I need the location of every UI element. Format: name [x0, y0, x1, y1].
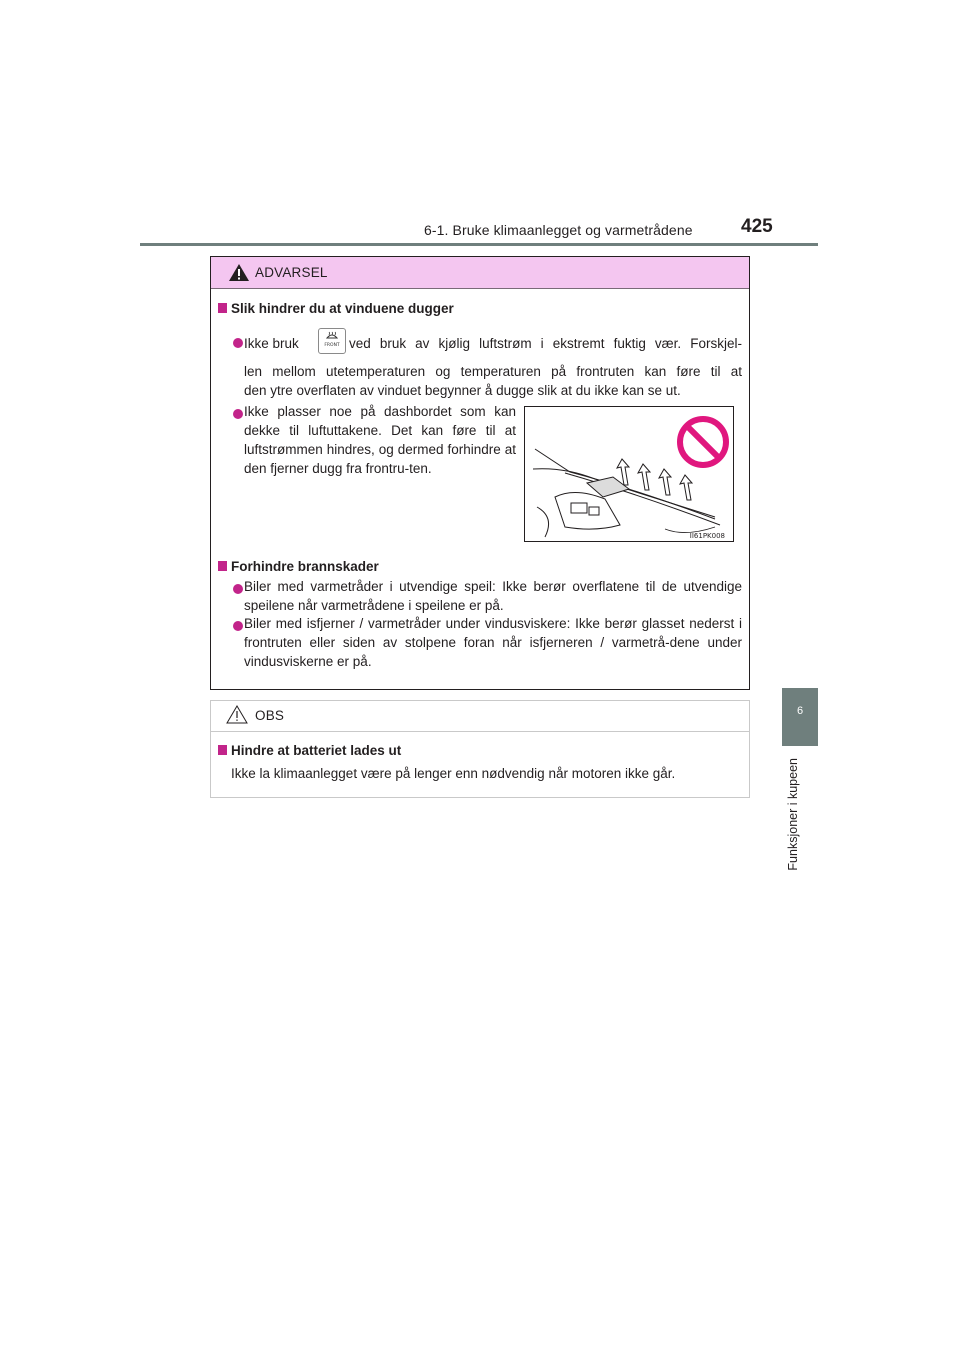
- bullet-dot: [233, 621, 243, 631]
- notice-title: Hindre at batteriet lades ut: [218, 743, 401, 758]
- section-marker: [218, 303, 227, 313]
- bullet-defog-1-line1: Ikke bruk FRONT ved bruk av kjølig luftstrøm i ekstremt fuktig vær. Forskjel-: [244, 328, 742, 358]
- illustration-code: II61PK008: [689, 532, 725, 540]
- caution-triangle-icon: [226, 705, 248, 724]
- front-defroster-button-icon: [318, 328, 346, 354]
- warning-header: [211, 257, 749, 289]
- bullet-burns-1: Biler med varmetråder i utvendige speil: Ikke berør overflatene til de utvendige speilene når varmetrådene i speilene er på.: [244, 579, 742, 613]
- chapter-tab: [782, 688, 818, 746]
- bullet-dot: [233, 584, 243, 594]
- section-marker: [218, 745, 227, 755]
- bullet-burns-2: Biler med isfjerner / varmetråder under vindusviskere: Ikke berør glasset nederst i frontruten eller siden av stolpene foran når isfjerneren / varmetrå-dene under vindusviskerne er på.: [244, 616, 742, 669]
- bullet-dot: [233, 409, 243, 419]
- notice-header: [211, 701, 749, 732]
- section-marker: [218, 561, 227, 571]
- bullet-defog-1-line2: len mellom utetemperaturen og temperaturen på frontruten kan føre til at: [244, 364, 742, 379]
- notice-heading: OBS: [255, 708, 285, 723]
- prohibition-slash: [687, 426, 719, 458]
- section-title-burns: Forhindre brannskader: [218, 559, 379, 574]
- dashboard-drawing: [525, 407, 733, 541]
- chapter-label: [786, 758, 804, 893]
- warning-box: [210, 256, 750, 690]
- bullet-defog-2: Ikke plasser noe på dashbordet som kan dekke til luftuttakene. Det kan føre til at luftstrømmen hindres, og dermed forhindre at den fjerner dugg fra frontru-ten.: [244, 404, 516, 476]
- section-title: 6-1. Bruke klimaanlegget og varmetrådene: [424, 222, 693, 238]
- notice-text: Ikke la klimaanlegget være på lenger enn nødvendig når motoren ikke går.: [231, 766, 676, 781]
- page-number: 425: [741, 216, 773, 237]
- header-rule: [140, 243, 818, 246]
- chapter-number: 6: [796, 705, 804, 717]
- bullet-dot: [233, 338, 243, 348]
- bullet-defog-1-line3: den ytre overflaten av vinduet begynner å dugge slik at du ikke kan se ut.: [244, 383, 681, 398]
- dashboard-illustration: [524, 406, 734, 542]
- airflow-arrows-icon: [617, 459, 692, 500]
- warning-heading: ADVARSEL: [255, 265, 328, 280]
- warning-triangle-icon: [228, 263, 250, 282]
- section-title-defog: Slik hindrer du at vinduene dugger: [218, 301, 454, 316]
- svg-text:FRONT: FRONT: [324, 343, 340, 348]
- chapter-title: Funksjoner i kupeen: [786, 758, 800, 871]
- notice-box: [210, 700, 750, 798]
